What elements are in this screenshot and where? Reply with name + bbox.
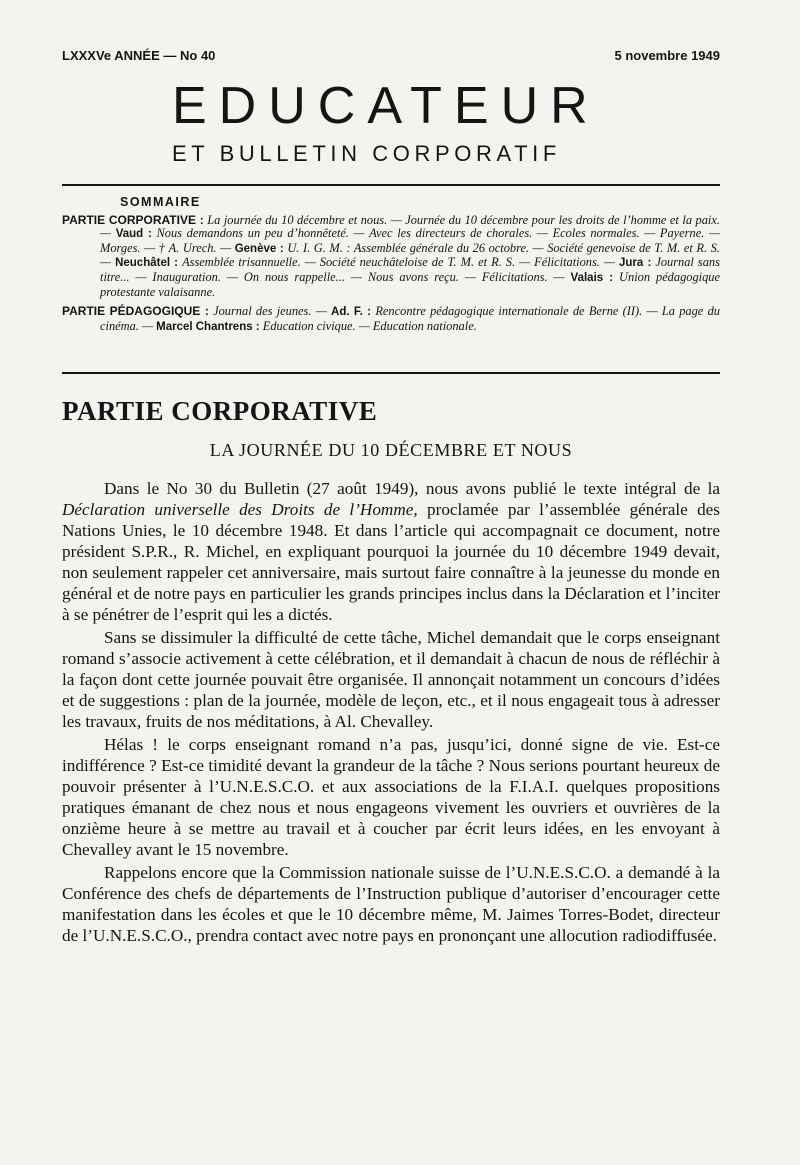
summary-canton-label: Vaud : <box>115 228 152 241</box>
summary-pedagogique <box>62 305 720 334</box>
issue-date: 5 novembre 1949 <box>614 48 720 63</box>
article-paragraph: Hélas ! le corps enseignant romand n’a pas, jusqu’ici, donné signe de vie. Est-ce indifférence ? Est-ce timidité devant la grandeur de la tâche ? Nous serions pourtant heureux de pouvoir présenter à l’U.N.E.S.C.O. et aux associations de la F.I.A.I. quelques propositions pratiques émanant de chez nous et nous engageons vivement les ouvriers et ouvrières de la onzième heure à se mettre au travail et à coucher par écrit leurs idées, en les envoyant à Chevalley avant le 15 novembre. <box>62 735 720 859</box>
summary-author-label: Ad. F. : <box>331 306 372 319</box>
summary-corporative <box>62 214 720 300</box>
paragraph-text: Dans le No 30 du Bulletin (27 août 1949), nous avons publié le texte intégral de la <box>104 479 720 498</box>
summary-text: La journée du 10 décembre et nous. — Journée du 10 décembre pour les droits de l’homme et la paix. — <box>100 212 720 241</box>
summary-text: Education civique. — Education nationale. <box>262 318 477 333</box>
table-of-contents <box>62 196 720 340</box>
masthead-line <box>62 48 720 66</box>
summary-canton-label: Valais : <box>570 271 614 284</box>
summary-pedagogique-label: PARTIE PÉDAGOGIQUE : <box>62 304 209 319</box>
top-divider <box>62 184 720 186</box>
summary-text: Nous demandons un peu d’honnêteté. — Avec les directeurs de chorales. — Ecoles normales. — Payerne. — Morges. — † A. Urech. — <box>100 226 720 255</box>
article-paragraph: Sans se dissimuler la difficulté de cette tâche, Michel demandait que le corps enseignant romand s’associe activement à cette célébration, et il demandait à chacun de nous de réfléchir à la façon dont cette journée pouvait être organisée. Il annonçait notamment un concours d’idées et de suggestions : plan de la journée, modèle de leçon, etc., et il nous engageait tous à adresser les travaux, fruits de nos méditations, à Al. Chevalley. <box>62 628 720 731</box>
paragraph-italic-text: Déclaration universelle des Droits de l’Homme, <box>62 500 418 519</box>
paragraph-text: proclamée par l’assemblée générale des Nations Unies, le 10 décembre 1948. Et dans l’article qui accompagnait ce document, notre président S.P.R., R. Michel, en expliquant pourquoi la journée du 10 décembre 1949 devait, non seulement rappeler cet anniversaire, mais surtout faire connaître à la jeunesse du monde en général et de notre pays en particulier les grands principes inclus dans la Déclaration et l’inciter à se pénétrer de l’esprit qui les a dictés. <box>62 500 720 624</box>
journal-title: EDUCATEUR <box>172 77 600 135</box>
summary-text: Union pédagogique protestante valaisanne. <box>100 269 720 299</box>
issue-number: LXXXVe ANNÉE — No 40 <box>62 48 216 63</box>
summary-canton-label: Jura : <box>619 257 652 270</box>
bottom-divider <box>62 372 720 374</box>
summary-canton-label: Neuchâtel : <box>115 257 179 270</box>
summary-text: Journal des jeunes. — <box>213 304 327 319</box>
summary-text: Journal sans titre... — Inauguration. — On nous rappelle... — Nous avons reçu. — Félicitations. — <box>100 255 720 284</box>
summary-title: SOMMAIRE <box>120 195 201 209</box>
summary-corporative-label: PARTIE CORPORATIVE : <box>62 212 204 227</box>
summary-text: U. I. G. M. : Assemblée générale du 26 octobre. — Société genevoise de T. M. et R. S. — <box>100 240 720 270</box>
article-paragraph: Rappelons encore que la Commission nationale suisse de l’U.N.E.S.C.O. a demandé à la Conférence des chefs de départements de l’Instruction publique d’autoriser d’encourager cette manifestation dans les écoles et que le 10 décembre même, M. Jaimes Torres-Bodet, directeur de l’U.N.E.S.C.O., prendra contact avec notre pays en prononçant une allocution radiodiffusée. <box>62 863 720 945</box>
summary-text: Rencontre pédagogique internationale de Berne (II). — La page du cinéma. — <box>100 304 720 333</box>
journal-subtitle: ET BULLETIN CORPORATIF <box>172 141 561 166</box>
article-paragraph <box>62 478 720 625</box>
summary-canton-label: Genève : <box>234 242 284 255</box>
article-body <box>62 478 720 948</box>
summary-text: Assemblée trisannuelle. — Société neuchâteloise de T. M. et R. S. — Félicitations. — <box>182 255 615 270</box>
section-title: PARTIE CORPORATIVE <box>62 396 378 426</box>
article-title: LA JOURNÉE DU 10 DÉCEMBRE ET NOUS <box>209 440 573 460</box>
summary-author-label: Marcel Chantrens : <box>156 320 260 333</box>
